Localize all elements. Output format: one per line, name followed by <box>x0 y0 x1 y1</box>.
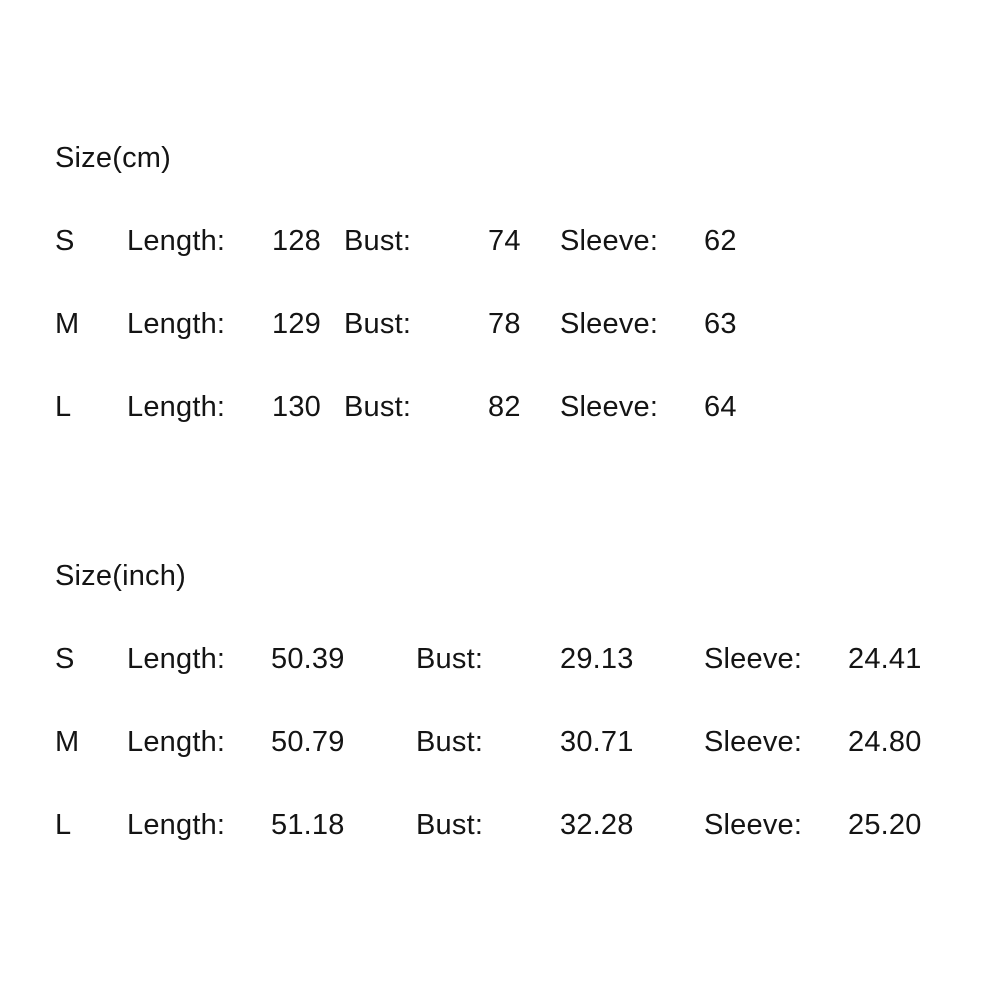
cm-row-s-size: S <box>55 225 75 257</box>
inch-row-s-bust-value: 29.13 <box>560 643 634 675</box>
cm-row-m-size: M <box>55 308 80 340</box>
cm-row-m-sleeve-label: Sleeve: <box>560 308 659 340</box>
cm-row-l-size: L <box>55 391 72 423</box>
inch-row-m-bust-label: Bust: <box>416 726 484 758</box>
cm-row-m-length-label: Length: <box>127 308 226 340</box>
inch-row-s-size: S <box>55 643 75 675</box>
inch-row-l-sleeve-label: Sleeve: <box>704 809 803 841</box>
inch-row-m-size: M <box>55 726 80 758</box>
cm-row-m-bust-label: Bust: <box>344 308 412 340</box>
inch-heading: Size(inch) <box>55 560 186 592</box>
cm-row-l-length-label: Length: <box>127 391 226 423</box>
cm-row-l-sleeve-label: Sleeve: <box>560 391 659 423</box>
cm-heading: Size(cm) <box>55 142 171 174</box>
inch-row-l-length-value: 51.18 <box>271 809 345 841</box>
inch-row-l-bust-label: Bust: <box>416 809 484 841</box>
inch-row-m-sleeve-value: 24.80 <box>848 726 922 758</box>
inch-row-s-length-value: 50.39 <box>271 643 345 675</box>
inch-row-m-length-label: Length: <box>127 726 226 758</box>
inch-row-s-sleeve-value: 24.41 <box>848 643 922 675</box>
cm-row-s-length-label: Length: <box>127 225 226 257</box>
cm-row-l-length-value: 130 <box>272 391 321 423</box>
inch-row-s-sleeve-label: Sleeve: <box>704 643 803 675</box>
cm-row-l-bust-value: 82 <box>488 391 521 423</box>
inch-row-l-sleeve-value: 25.20 <box>848 809 922 841</box>
inch-row-l-size: L <box>55 809 72 841</box>
inch-row-l-bust-value: 32.28 <box>560 809 634 841</box>
cm-row-s-bust-label: Bust: <box>344 225 412 257</box>
cm-row-s-length-value: 128 <box>272 225 321 257</box>
cm-row-m-bust-value: 78 <box>488 308 521 340</box>
inch-row-s-length-label: Length: <box>127 643 226 675</box>
cm-row-s-sleeve-value: 62 <box>704 225 737 257</box>
inch-row-m-bust-value: 30.71 <box>560 726 634 758</box>
cm-row-l-sleeve-value: 64 <box>704 391 737 423</box>
inch-row-l-length-label: Length: <box>127 809 226 841</box>
cm-row-m-length-value: 129 <box>272 308 321 340</box>
cm-row-s-sleeve-label: Sleeve: <box>560 225 659 257</box>
cm-row-s-bust-value: 74 <box>488 225 521 257</box>
inch-row-m-sleeve-label: Sleeve: <box>704 726 803 758</box>
cm-row-l-bust-label: Bust: <box>344 391 412 423</box>
inch-row-s-bust-label: Bust: <box>416 643 484 675</box>
inch-row-m-length-value: 50.79 <box>271 726 345 758</box>
cm-row-m-sleeve-value: 63 <box>704 308 737 340</box>
